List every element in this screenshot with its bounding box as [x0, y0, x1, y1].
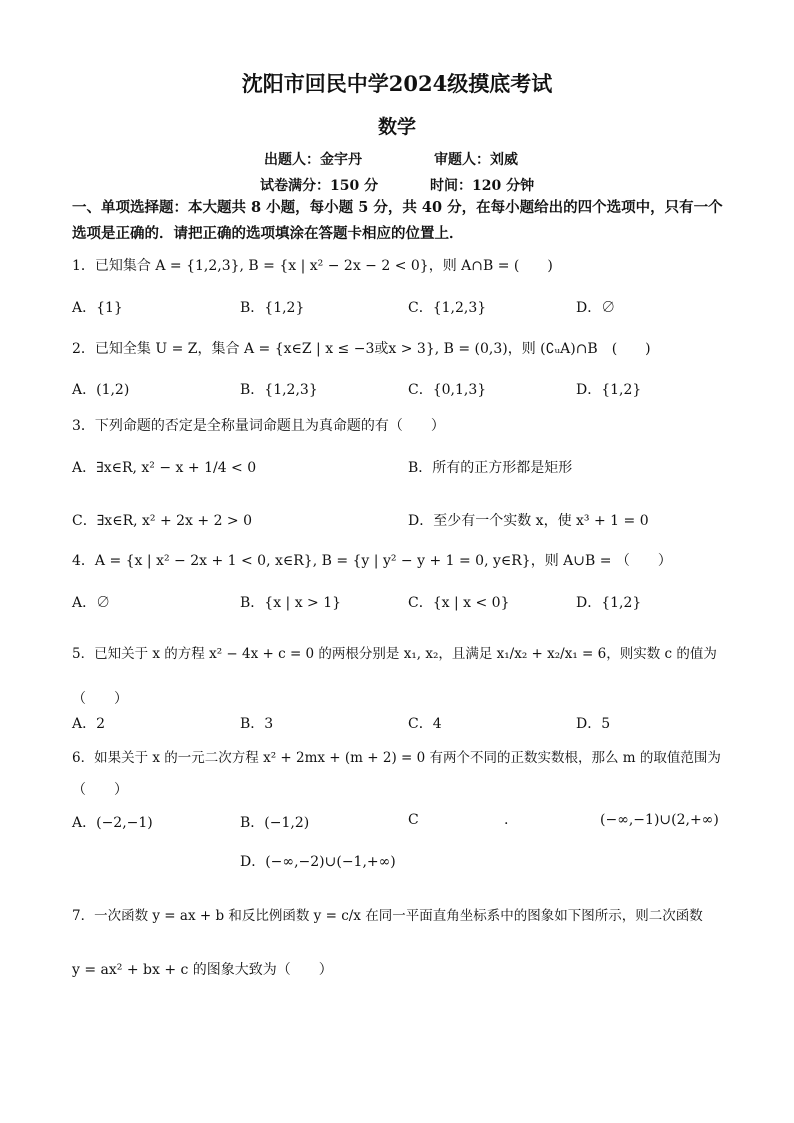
question-2-option-b: B．{1,2,3} — [240, 382, 318, 398]
question-6-option-a: A．(−2,−1) — [72, 815, 153, 831]
question-5-option-a: A．2 — [72, 716, 106, 732]
question-1-stem: 1．已知集合 A = {1,2,3}, B = {x | x² − 2x − 2 < 0}，则 A∩B = ( ) — [72, 258, 553, 274]
question-2-stem: 2．已知全集 U = Z，集合 A = {x∈Z | x ≤ −3或x > 3}, B = (0,3)，则 (∁ᵤA)∩B ( ) — [72, 341, 651, 357]
section-heading: 一、单项选择题：本大题共 8 小题，每小题 5 分，共 40 分，在每小题给出的四个选项中，只有一个选项是正确的．请把正确的选项填涂在答题卡相应的位置上． — [72, 199, 723, 242]
question-1-option-c: C．{1,2,3} — [408, 300, 487, 316]
question-3-option-d: D．至少有一个实数 x，使 x³ + 1 = 0 — [408, 513, 649, 529]
author-label: 出题人：金宇丹 — [264, 152, 362, 168]
question-6-paren: （ ） — [72, 782, 128, 798]
question-4-stem: 4．A = {x | x² − 2x + 1 < 0, x∈R}, B = {y | y² − y + 1 = 0, y∈R}，则 A∪B = （ ） — [72, 553, 672, 569]
question-3-stem: 3．下列命题的否定是全称量词命题且为真命题的有（ ） — [72, 418, 445, 434]
question-4-option-c: C．{x | x < 0} — [408, 595, 510, 611]
question-6-option-c-dot: . — [504, 812, 509, 828]
subject-title: 数学 — [377, 116, 416, 138]
time-label: 时间：120 分钟 — [430, 178, 535, 194]
question-6-option-c-value: (−∞,−1)∪(2,+∞) — [600, 812, 719, 828]
question-5-paren: （ ） — [72, 691, 128, 707]
question-6-option-c-letter: C — [408, 812, 419, 828]
question-6-option-d: D．(−∞,−2)∪(−1,+∞) — [240, 854, 396, 870]
question-2-option-c: C．{0,1,3} — [408, 382, 487, 398]
question-1-option-a: A．{1} — [72, 300, 123, 316]
question-7-stem-line2: y = ax² + bx + c 的图象大致为（ ） — [72, 962, 333, 978]
score-label: 试卷满分：150 分 — [260, 178, 379, 194]
question-1-option-d: D．∅ — [576, 300, 616, 316]
question-2-option-a: A．(1,2) — [72, 382, 130, 398]
question-4-option-d: D．{1,2} — [576, 595, 642, 611]
question-5-option-b: B．3 — [240, 716, 274, 732]
question-4-option-b: B．{x | x > 1} — [240, 595, 342, 611]
exam-title: 沈阳市回民中学2024级摸底考试 — [241, 71, 553, 96]
reviewer-label: 审题人：刘威 — [434, 152, 518, 168]
question-4-option-a: A．∅ — [72, 595, 111, 611]
question-3-option-a: A．∃x∈R, x² − x + 1/4 < 0 — [72, 460, 257, 476]
question-5-stem: 5．已知关于 x 的方程 x² − 4x + c = 0 的两根分别是 x₁, x₂，且满足 x₁/x₂ + x₂/x₁ = 6，则实数 c 的值为 — [72, 646, 717, 662]
question-3-option-b: B．所有的正方形都是矩形 — [408, 460, 573, 476]
question-2-option-d: D．{1,2} — [576, 382, 642, 398]
question-7-stem: 7．一次函数 y = ax + b 和反比例函数 y = c/x 在同一平面直角坐标系中的图象如下图所示，则二次函数 — [72, 908, 703, 924]
question-6-stem: 6．如果关于 x 的一元二次方程 x² + 2mx + (m + 2) = 0 有两个不同的正数实数根，那么 m 的取值范围为 — [72, 750, 721, 766]
question-3-option-c: C．∃x∈R, x² + 2x + 2 > 0 — [72, 513, 253, 529]
question-1-option-b: B．{1,2} — [240, 300, 305, 316]
question-5-option-d: D．5 — [576, 716, 611, 732]
question-6-option-b: B．(−1,2) — [240, 815, 310, 831]
question-5-option-c: C．4 — [408, 716, 442, 732]
